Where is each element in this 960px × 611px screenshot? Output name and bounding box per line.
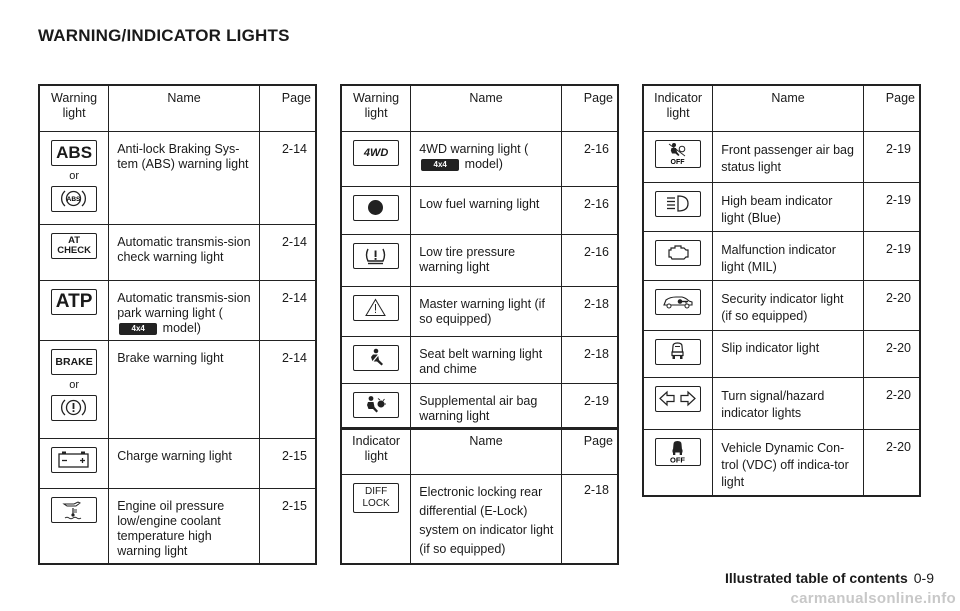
table-header <box>341 428 618 475</box>
header-name: Name <box>411 85 562 132</box>
light-page: 2-18 <box>583 483 609 497</box>
slip-icon <box>655 339 701 365</box>
indicator-lights-table-right <box>642 84 921 497</box>
light-page: 2-19 <box>583 394 609 408</box>
table-row <box>39 341 316 439</box>
brake-circle-icon <box>51 395 97 421</box>
abs-circle-icon <box>51 186 97 212</box>
table-row <box>39 281 316 341</box>
table-row <box>341 187 618 235</box>
light-name: Master warning light (if so equipped) <box>411 287 562 337</box>
diff-lock-icon: DIFF LOCK <box>353 483 399 513</box>
watermark: carmanualsonline.info <box>790 590 956 607</box>
header-indicator-light: Indicator light <box>643 85 713 132</box>
or-text: or <box>69 379 79 391</box>
light-name: Electronic locking rear differential (E-Lock) system on indicator light (if so equipped) <box>411 475 562 565</box>
engine-mil-icon <box>655 240 701 266</box>
vdc-off-icon <box>655 438 701 466</box>
warning-lights-table-middle <box>340 84 619 430</box>
indicator-lights-table-middle <box>340 427 619 565</box>
4x4-badge-icon: 4x4 <box>421 159 459 171</box>
table-row <box>39 439 316 489</box>
light-name: Brake warning light <box>109 341 260 439</box>
table-row <box>341 384 618 430</box>
header-page: Page <box>281 91 311 105</box>
table-row <box>39 132 316 225</box>
passenger-airbag-off-icon <box>655 140 701 168</box>
light-name: Automatic transmis-sion park warning light (4x4 model) <box>109 281 260 341</box>
header-warning-light: Warning light <box>341 85 411 132</box>
light-page: 2-18 <box>583 297 609 311</box>
light-page: 2-14 <box>281 142 307 156</box>
table-header <box>643 85 920 132</box>
or-text: or <box>69 170 79 182</box>
atp-icon: ATP <box>51 289 97 315</box>
light-page: 2-18 <box>583 347 609 361</box>
table-row <box>39 489 316 565</box>
table-row <box>341 287 618 337</box>
tire-pressure-icon <box>353 243 399 269</box>
table-row <box>643 430 920 497</box>
security-car-icon <box>655 289 701 315</box>
light-name: Malfunction indicator light (MIL) <box>713 232 864 281</box>
at-check-icon: AT CHECK <box>51 233 97 259</box>
header-indicator-light: Indicator light <box>341 428 411 475</box>
warning-lights-table-left <box>38 84 317 565</box>
table-row <box>643 232 920 281</box>
light-name: Engine oil pressure low/engine coolant temperature high warning light <box>109 489 260 565</box>
footer-section: Illustrated table of contents <box>724 570 908 586</box>
header-page: Page <box>583 434 613 448</box>
header-page: Page <box>583 91 613 105</box>
table-row <box>341 337 618 384</box>
light-page: 2-15 <box>281 449 307 463</box>
header-name: Name <box>713 85 864 132</box>
header-name: Name <box>411 428 562 475</box>
light-name: Low fuel warning light <box>411 187 562 235</box>
light-page: 2-20 <box>885 291 911 305</box>
footer-page-number: 0-9 <box>913 570 934 586</box>
light-page: 2-20 <box>885 388 911 402</box>
light-name: Low tire pressure warning light <box>411 235 562 287</box>
light-name: Anti-lock Braking Sys-tem (ABS) warning light <box>109 132 260 225</box>
page-title: WARNING/INDICATOR LIGHTS <box>38 26 290 45</box>
brake-icon: BRAKE <box>51 349 97 375</box>
light-page: 2-15 <box>281 499 307 513</box>
table-row <box>643 281 920 331</box>
table-row <box>341 235 618 287</box>
abs-icon: ABS <box>51 140 97 166</box>
table-row <box>643 183 920 232</box>
battery-icon <box>51 447 97 473</box>
footer <box>725 570 934 586</box>
light-name: Supplemental air bag warning light <box>411 384 562 430</box>
seat-belt-icon <box>353 345 399 371</box>
svg-text:OFF: OFF <box>670 159 685 166</box>
light-name: Vehicle Dynamic Con-trol (VDC) off indica-tor light <box>713 430 864 497</box>
air-bag-icon <box>353 392 399 418</box>
light-page: 2-14 <box>281 351 307 365</box>
svg-text:ABS: ABS <box>66 196 81 203</box>
turn-signal-icon <box>655 386 701 412</box>
low-fuel-icon <box>353 195 399 221</box>
table-row <box>643 132 920 183</box>
oil-coolant-icon <box>51 497 97 523</box>
header-page: Page <box>885 91 915 105</box>
table-row <box>39 225 316 281</box>
light-name: Security indicator light (if so equipped) <box>713 281 864 331</box>
table-row <box>341 475 618 565</box>
table-header <box>341 85 618 132</box>
light-name: Charge warning light <box>109 439 260 489</box>
light-page: 2-19 <box>885 242 911 256</box>
light-name: Automatic transmis-sion check warning light <box>109 225 260 281</box>
table-row <box>643 378 920 430</box>
light-page: 2-14 <box>281 291 307 305</box>
table-row <box>341 132 618 187</box>
4x4-badge-icon: 4x4 <box>119 323 157 335</box>
light-page: 2-20 <box>885 341 911 355</box>
light-page: 2-16 <box>583 197 609 211</box>
light-page: 2-14 <box>281 235 307 249</box>
light-page: 2-16 <box>583 142 609 156</box>
light-name: Slip indicator light <box>713 331 864 378</box>
light-page: 2-19 <box>885 193 911 207</box>
table-header <box>39 85 316 132</box>
header-name: Name <box>109 85 260 132</box>
light-page: 2-19 <box>885 142 911 156</box>
svg-text:OFF: OFF <box>670 455 686 464</box>
high-beam-icon <box>655 191 701 217</box>
light-page: 2-20 <box>885 440 911 454</box>
table-row <box>643 331 920 378</box>
light-name: Turn signal/hazard indicator lights <box>713 378 864 430</box>
4wd-icon: 4WD <box>353 140 399 166</box>
light-name: Front passenger air bag status light <box>713 132 864 183</box>
light-name: Seat belt warning light and chime <box>411 337 562 384</box>
header-warning-light: Warning light <box>39 85 109 132</box>
light-name: 4WD warning light (4x4 model) <box>411 132 562 187</box>
master-warning-icon <box>353 295 399 321</box>
light-name: High beam indicator light (Blue) <box>713 183 864 232</box>
light-page: 2-16 <box>583 245 609 259</box>
